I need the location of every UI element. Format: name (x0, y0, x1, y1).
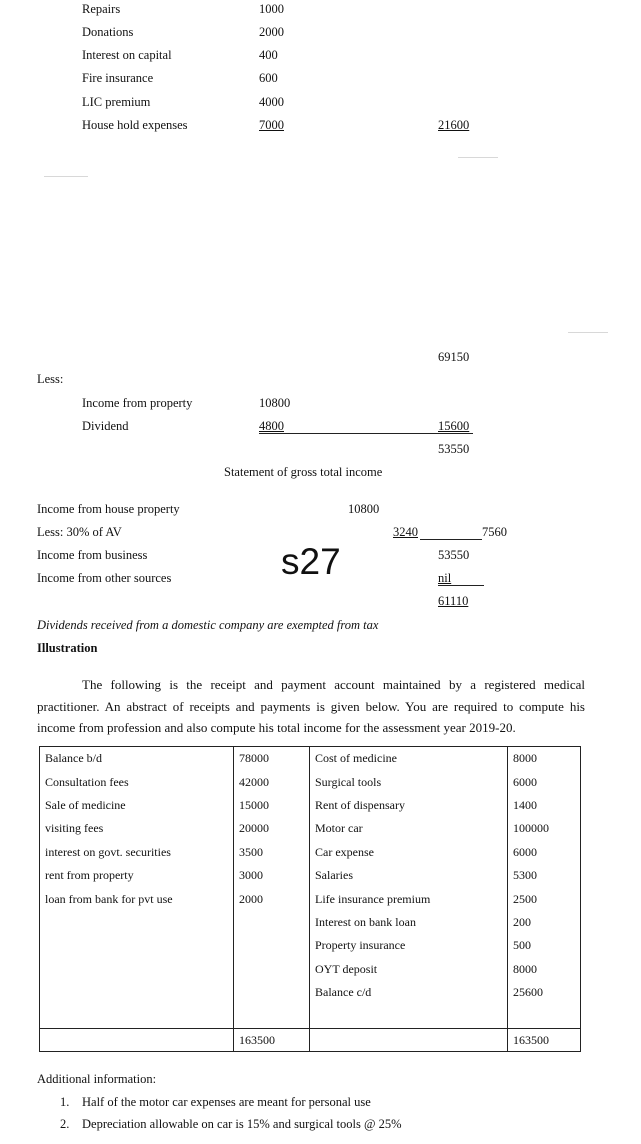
payment-label: OYT deposit (310, 958, 508, 981)
illustration-text: The following is the receipt and payment account maintained by a registered medical practitioner. An abstract of receipts and payments is given below. You are required to compute his income from profession and also compute his total income for the assessment year 2019-20. (37, 677, 585, 735)
expenses-total: 21600 (438, 118, 470, 132)
gti-row-label: Income from other sources (37, 571, 172, 585)
receipt-label: Consultation fees (40, 770, 234, 793)
receipt-amount: 3500 (234, 841, 310, 864)
watermark-stamp: s27 (281, 541, 341, 582)
less-item-amount: 4800 (259, 419, 284, 433)
gti-row-label: Less: 30% of AV (37, 525, 122, 539)
payment-amount: 1400 (508, 794, 581, 817)
receipts-payments-table (39, 746, 581, 1052)
gti-value: nil (438, 571, 452, 585)
scan-artefact-line (568, 332, 608, 333)
gti-value: 3240 (393, 525, 418, 539)
payment-label: Interest on bank loan (310, 911, 508, 934)
less-item-label: Dividend (82, 419, 129, 433)
expense-label: House hold expenses (82, 118, 188, 132)
less-total: 15600 (438, 419, 470, 433)
scan-artefact-line (44, 176, 88, 177)
scan-artefact-line (458, 157, 498, 158)
expense-label: Interest on capital (82, 48, 172, 62)
payment-label: Balance c/d (310, 981, 508, 1004)
table-row (40, 934, 581, 957)
receipt-label: rent from property (40, 864, 234, 887)
receipt-amount: 3000 (234, 864, 310, 887)
expense-amount: 4000 (259, 95, 284, 109)
less-heading: Less: (37, 372, 64, 386)
payment-amount: 500 (508, 934, 581, 957)
receipt-label: visiting fees (40, 817, 234, 840)
payment-amount: 2500 (508, 887, 581, 910)
expense-amount: 600 (259, 71, 278, 85)
receipt-label: loan from bank for pvt use (40, 887, 234, 910)
receipt-label: Sale of medicine (40, 794, 234, 817)
table-row (40, 911, 581, 934)
gti-row-label: Income from house property (37, 502, 180, 516)
receipt-amount: 78000 (234, 747, 310, 771)
payment-amount: 100000 (508, 817, 581, 840)
additional-heading: Additional information: (37, 1072, 157, 1086)
receipts-total: 163500 (234, 1029, 310, 1052)
subtotal: 69150 (438, 350, 470, 364)
expense-amount: 7000 (259, 118, 284, 132)
gti-total: 61110 (438, 594, 469, 608)
payment-amount: 8000 (508, 747, 581, 771)
underline-rule (420, 539, 482, 540)
less-item-label: Income from property (82, 396, 193, 410)
list-item: Depreciation allowable on car is 15% and surgical tools @ 25% (82, 1117, 402, 1131)
payment-label: Salaries (310, 864, 508, 887)
payment-amount: 25600 (508, 981, 581, 1004)
payment-amount: 6000 (508, 770, 581, 793)
table-row (40, 864, 581, 887)
exemption-note: Dividends received from a domestic company are exempted from tax (37, 618, 379, 632)
gti-value: 10800 (348, 502, 380, 516)
payment-label: Car expense (310, 841, 508, 864)
payment-label: Life insurance premium (310, 887, 508, 910)
table-row (40, 770, 581, 793)
receipt-amount: 15000 (234, 794, 310, 817)
payment-label: Motor car (310, 817, 508, 840)
expense-amount: 2000 (259, 25, 284, 39)
payment-label: Surgical tools (310, 770, 508, 793)
gti-value: 7560 (482, 525, 507, 539)
payment-label: Cost of medicine (310, 747, 508, 771)
expense-amount: 400 (259, 48, 278, 62)
list-item-number: 1. (60, 1095, 70, 1109)
table-row (40, 887, 581, 910)
gti-row-label: Income from business (37, 548, 148, 562)
gti-title: Statement of gross total income (224, 465, 383, 479)
payments-total: 163500 (508, 1029, 581, 1052)
table-row (40, 958, 581, 981)
net-total: 53550 (438, 442, 470, 456)
illustration-heading: Illustration (37, 641, 98, 655)
table-row (40, 981, 581, 1004)
table-total-row (40, 1029, 581, 1052)
list-item: Half of the motor car expenses are meant for personal use (82, 1095, 371, 1109)
payment-amount: 8000 (508, 958, 581, 981)
less-item-amount: 10800 (259, 396, 291, 410)
payment-label: Rent of dispensary (310, 794, 508, 817)
underline-rule (438, 585, 484, 586)
list-item-number: 2. (60, 1117, 70, 1131)
payment-amount: 6000 (508, 841, 581, 864)
table-row (40, 747, 581, 771)
table-row (40, 841, 581, 864)
receipt-amount: 2000 (234, 887, 310, 910)
gti-value: 53550 (438, 548, 470, 562)
expense-label: LIC premium (82, 95, 151, 109)
expense-label: Repairs (82, 2, 121, 16)
payment-amount: 5300 (508, 864, 581, 887)
expense-label: Fire insurance (82, 71, 154, 85)
expense-label: Donations (82, 25, 134, 39)
receipt-amount: 20000 (234, 817, 310, 840)
table-row (40, 794, 581, 817)
expense-amount: 1000 (259, 2, 284, 16)
receipt-amount: 42000 (234, 770, 310, 793)
payment-label: Property insurance (310, 934, 508, 957)
table-row (40, 817, 581, 840)
payment-amount: 200 (508, 911, 581, 934)
receipt-label: interest on govt. securities (40, 841, 234, 864)
receipt-label: Balance b/d (40, 747, 234, 771)
